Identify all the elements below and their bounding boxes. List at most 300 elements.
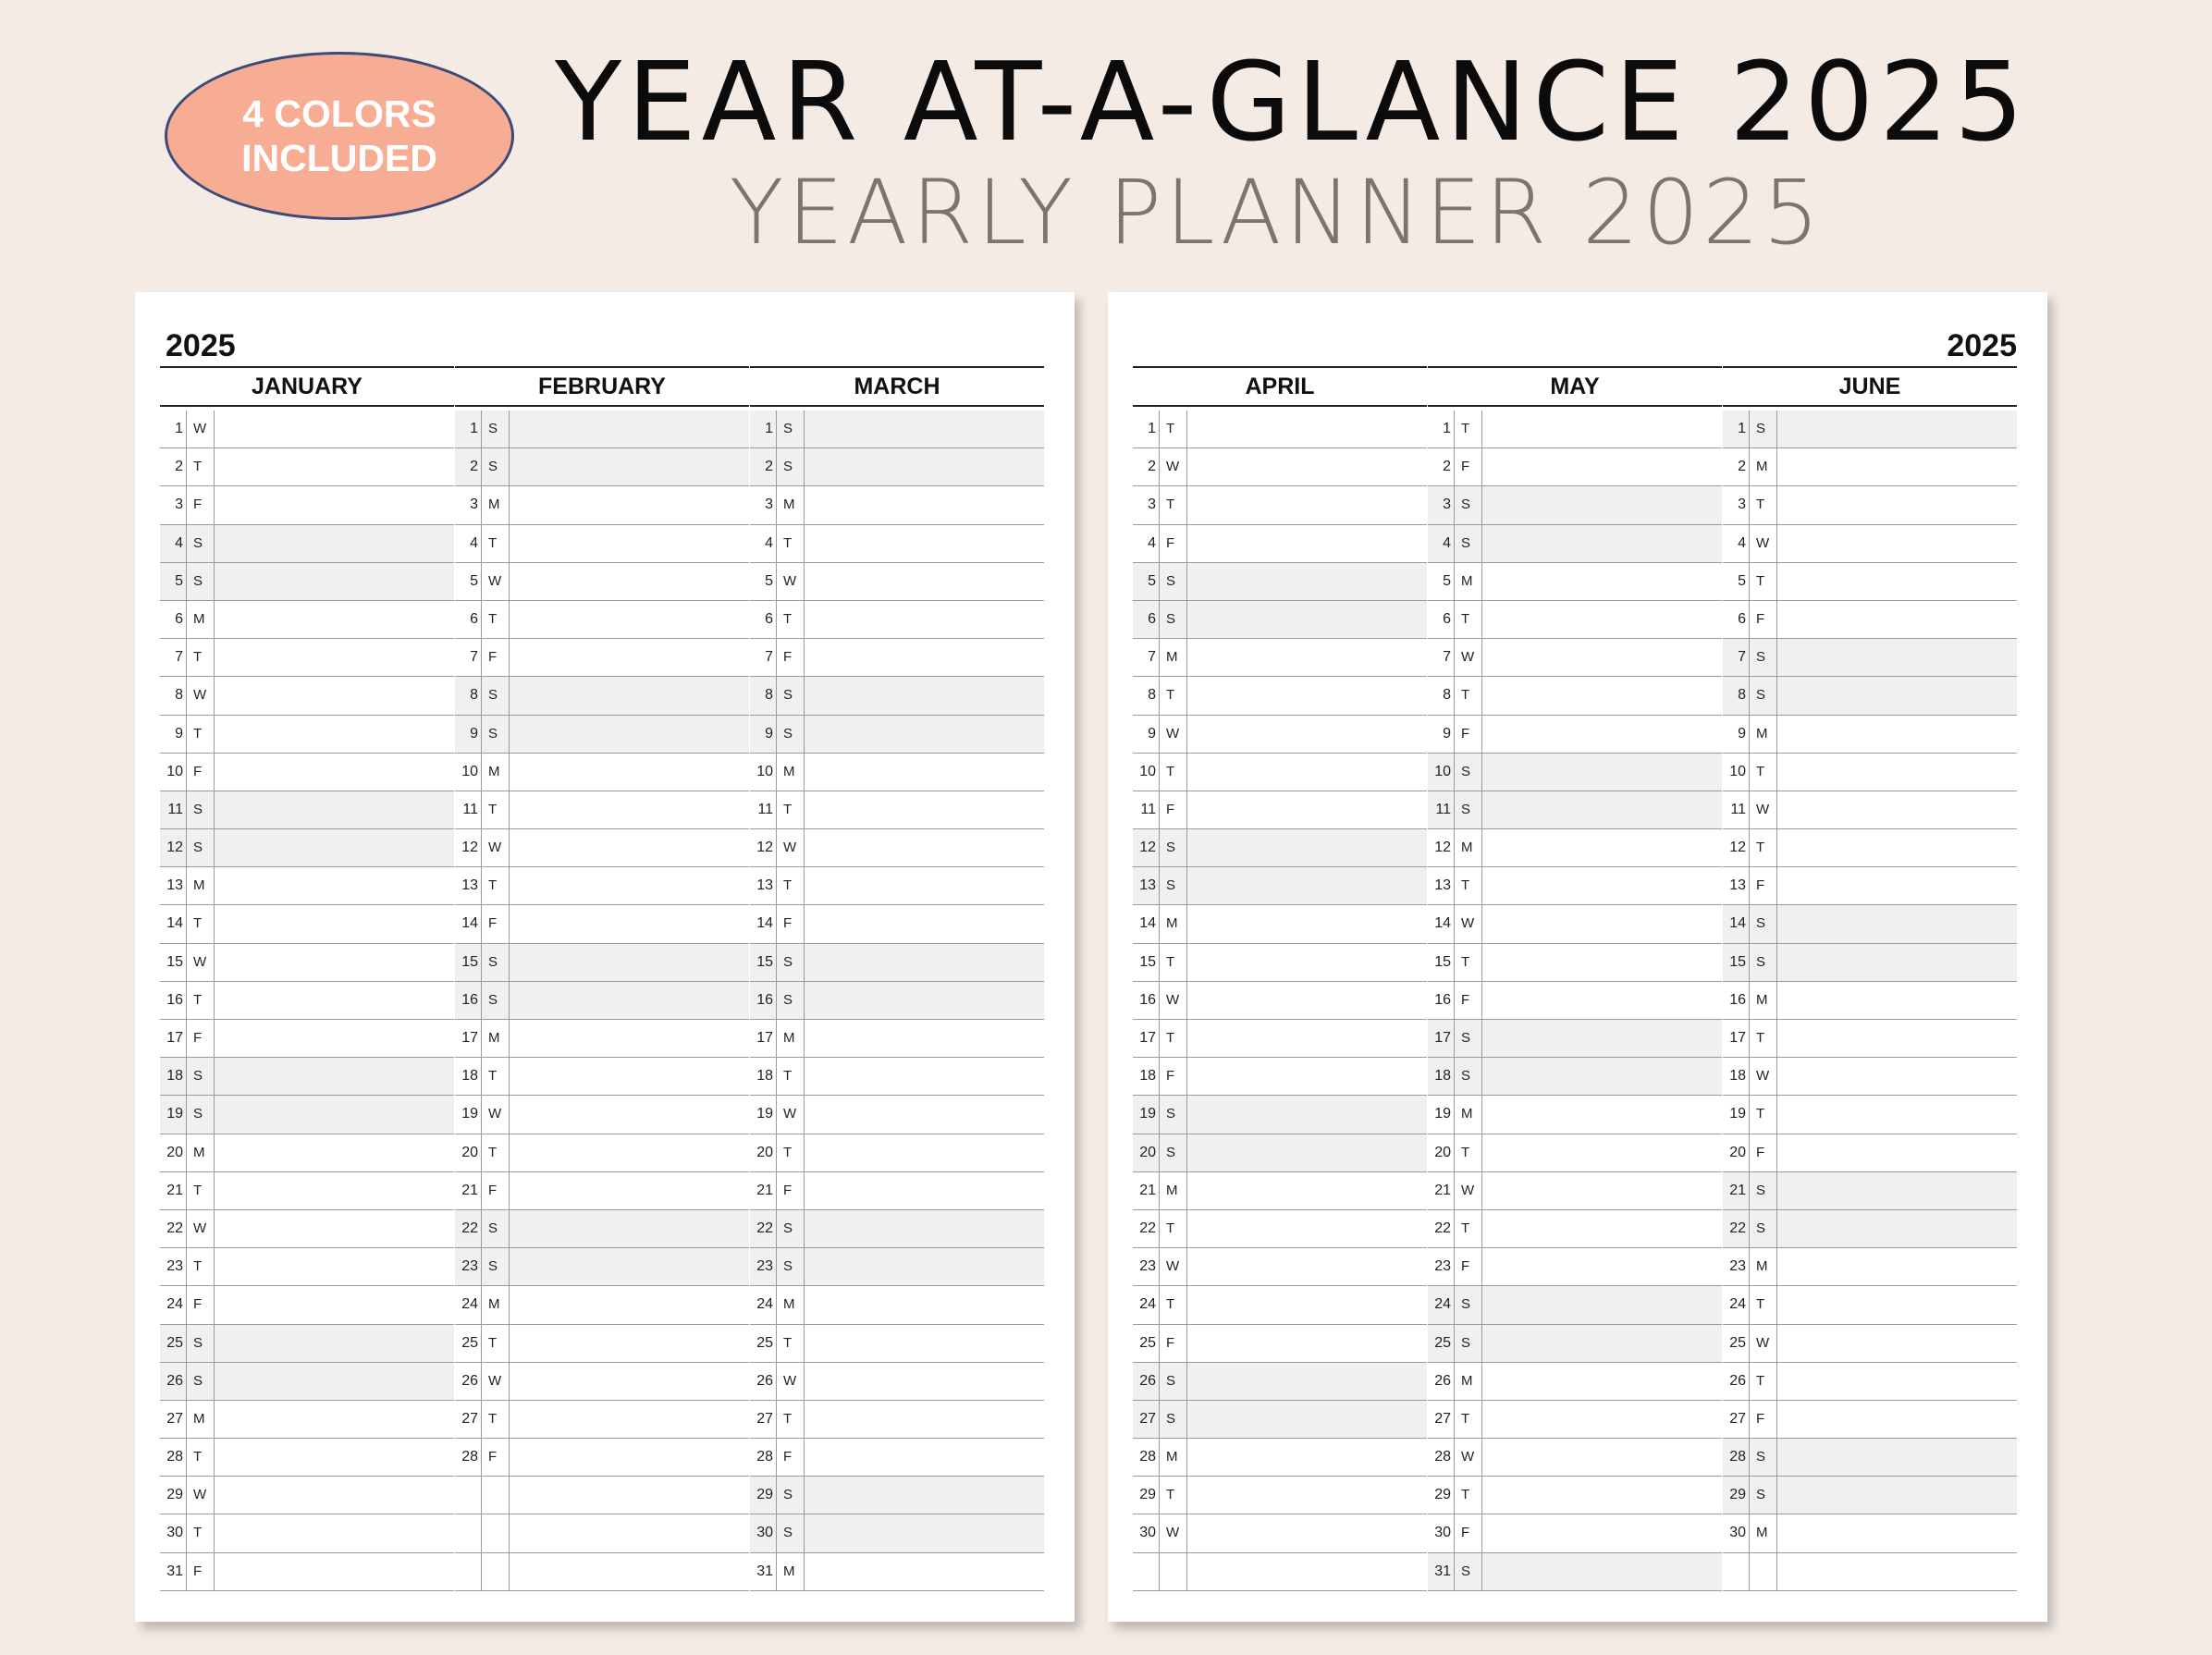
day-of-week: S <box>187 563 215 600</box>
day-of-week: M <box>187 867 215 904</box>
day-number: 17 <box>1133 1020 1160 1057</box>
day-number: 5 <box>750 563 777 600</box>
day-number: 18 <box>750 1058 777 1095</box>
day-note-space <box>1187 448 1427 485</box>
day-of-week: T <box>1455 1477 1482 1514</box>
day-note-space <box>1777 486 2017 523</box>
day-of-week: T <box>777 867 805 904</box>
day-number: 20 <box>1723 1134 1750 1171</box>
day-of-week: F <box>1750 1401 1777 1438</box>
day-of-week: T <box>777 525 805 562</box>
day-number: 4 <box>1428 525 1455 562</box>
day-of-week: F <box>187 754 215 791</box>
day-note-space <box>1482 905 1722 942</box>
day-note-space <box>805 1248 1044 1285</box>
day-number: 28 <box>1133 1439 1160 1476</box>
day-row <box>1723 525 2017 563</box>
day-note-space <box>1187 791 1427 828</box>
day-note-space <box>1482 677 1722 714</box>
day-number: 7 <box>1133 639 1160 676</box>
day-note-space <box>1187 1058 1427 1095</box>
day-note-space <box>1187 563 1427 600</box>
day-number: 13 <box>1723 867 1750 904</box>
day-note-space <box>510 601 749 638</box>
day-row <box>160 982 454 1020</box>
day-note-space <box>1777 1477 2017 1514</box>
day-of-week: F <box>777 905 805 942</box>
day-number: 10 <box>1133 754 1160 791</box>
day-number: 24 <box>1723 1286 1750 1323</box>
day-row <box>1428 905 1722 943</box>
day-note-space <box>1482 791 1722 828</box>
planner-page-left <box>135 292 1075 1622</box>
day-of-week: S <box>187 791 215 828</box>
day-of-week: M <box>1455 563 1482 600</box>
day-number: 20 <box>750 1134 777 1171</box>
day-row <box>750 601 1044 639</box>
day-of-week: S <box>777 677 805 714</box>
day-of-week: S <box>1750 411 1777 447</box>
day-of-week: M <box>777 486 805 523</box>
day-row <box>1428 411 1722 448</box>
day-note-space <box>510 1363 749 1400</box>
day-note-space <box>1187 1172 1427 1209</box>
day-number: 11 <box>750 791 777 828</box>
day-of-week: S <box>1455 754 1482 791</box>
day-of-week: W <box>482 829 510 866</box>
day-row <box>1723 754 2017 791</box>
day-row <box>1428 1363 1722 1401</box>
day-row <box>1723 677 2017 715</box>
day-number: 8 <box>1133 677 1160 714</box>
day-of-week <box>1160 1553 1187 1590</box>
day-note-space <box>1777 1210 2017 1247</box>
day-number: 31 <box>1428 1553 1455 1590</box>
day-note-space <box>1187 639 1427 676</box>
day-of-week: M <box>1160 639 1187 676</box>
day-note-space <box>215 1553 454 1590</box>
day-of-week: T <box>777 1058 805 1095</box>
day-note-space <box>1187 982 1427 1019</box>
day-note-space <box>215 754 454 791</box>
day-row <box>455 1477 749 1514</box>
day-of-week <box>482 1477 510 1514</box>
day-note-space <box>805 1020 1044 1057</box>
day-number: 20 <box>1133 1134 1160 1171</box>
day-number: 14 <box>160 905 187 942</box>
day-row <box>1428 829 1722 867</box>
day-number: 17 <box>1428 1020 1455 1057</box>
day-row <box>455 677 749 715</box>
day-note-space <box>1777 1514 2017 1551</box>
day-note-space <box>1482 411 1722 447</box>
day-number: 14 <box>455 905 482 942</box>
day-number: 24 <box>1428 1286 1455 1323</box>
day-number: 4 <box>750 525 777 562</box>
day-number: 11 <box>455 791 482 828</box>
day-number: 16 <box>1723 982 1750 1019</box>
day-of-week: T <box>1455 1401 1482 1438</box>
day-number: 8 <box>160 677 187 714</box>
day-row <box>1428 1172 1722 1210</box>
day-note-space <box>1777 677 2017 714</box>
day-note-space <box>1777 601 2017 638</box>
day-of-week: M <box>482 1020 510 1057</box>
day-row <box>750 1210 1044 1248</box>
day-row <box>750 1514 1044 1552</box>
day-of-week: M <box>1160 1439 1187 1476</box>
day-row <box>1723 867 2017 905</box>
day-of-week: M <box>1160 905 1187 942</box>
day-of-week: T <box>482 1058 510 1095</box>
day-row <box>750 525 1044 563</box>
day-list <box>750 411 1044 1591</box>
day-number: 29 <box>750 1477 777 1514</box>
day-note-space <box>215 601 454 638</box>
day-note-space <box>510 1477 749 1514</box>
day-row <box>1428 1477 1722 1514</box>
day-of-week: W <box>1160 1248 1187 1285</box>
day-number: 23 <box>1133 1248 1160 1285</box>
day-note-space <box>1777 905 2017 942</box>
day-note-space <box>1482 1553 1722 1590</box>
day-row <box>1428 601 1722 639</box>
day-number: 13 <box>750 867 777 904</box>
day-row <box>1428 1553 1722 1591</box>
day-row <box>1133 525 1427 563</box>
day-of-week: T <box>482 1134 510 1171</box>
day-of-week: S <box>187 1096 215 1133</box>
day-of-week: F <box>1455 982 1482 1019</box>
day-row <box>160 754 454 791</box>
day-note-space <box>215 448 454 485</box>
day-row <box>1723 1058 2017 1096</box>
day-row <box>455 1172 749 1210</box>
day-note-space <box>510 677 749 714</box>
day-of-week: S <box>1455 1553 1482 1590</box>
day-note-space <box>1187 867 1427 904</box>
day-note-space <box>215 905 454 942</box>
day-of-week: W <box>1455 1172 1482 1209</box>
day-note-space <box>215 867 454 904</box>
day-number: 12 <box>1133 829 1160 866</box>
day-of-week: T <box>187 905 215 942</box>
day-of-week: S <box>187 1325 215 1362</box>
month-header: JUNE <box>1723 366 2017 407</box>
day-of-week: F <box>1160 525 1187 562</box>
day-note-space <box>1482 1172 1722 1209</box>
day-row <box>1133 1248 1427 1286</box>
day-number: 19 <box>1428 1096 1455 1133</box>
day-number: 12 <box>1428 829 1455 866</box>
day-row <box>1133 677 1427 715</box>
day-of-week: T <box>1160 677 1187 714</box>
day-note-space <box>1187 525 1427 562</box>
day-note-space <box>510 1172 749 1209</box>
day-row <box>160 1172 454 1210</box>
page-year: 2025 <box>1947 328 2017 363</box>
day-note-space <box>1187 716 1427 753</box>
day-of-week: M <box>1750 448 1777 485</box>
day-row <box>455 1134 749 1172</box>
day-of-week: W <box>187 944 215 981</box>
day-number: 1 <box>1723 411 1750 447</box>
day-of-week: T <box>482 601 510 638</box>
day-row <box>1723 1553 2017 1591</box>
day-of-week: W <box>777 1096 805 1133</box>
day-of-week: W <box>482 563 510 600</box>
day-of-week: M <box>187 1401 215 1438</box>
day-of-week: M <box>777 754 805 791</box>
day-number: 27 <box>455 1401 482 1438</box>
day-row <box>160 1134 454 1172</box>
day-row <box>1723 1248 2017 1286</box>
day-number: 24 <box>455 1286 482 1323</box>
day-of-week: W <box>1455 905 1482 942</box>
day-row <box>1428 867 1722 905</box>
day-row <box>750 1096 1044 1134</box>
day-of-week: S <box>482 448 510 485</box>
day-note-space <box>1187 1514 1427 1551</box>
day-of-week: W <box>1750 791 1777 828</box>
day-row <box>1428 716 1722 754</box>
day-of-week: F <box>482 1439 510 1476</box>
day-of-week: T <box>1160 1210 1187 1247</box>
day-row <box>1723 1363 2017 1401</box>
day-row <box>1133 754 1427 791</box>
day-note-space <box>510 1553 749 1590</box>
day-of-week: F <box>187 1020 215 1057</box>
day-of-week: T <box>1750 486 1777 523</box>
day-row <box>160 1439 454 1477</box>
day-of-week: S <box>187 829 215 866</box>
day-row <box>455 1401 749 1439</box>
day-number: 25 <box>1723 1325 1750 1362</box>
day-of-week: T <box>1750 1363 1777 1400</box>
day-row <box>1133 1363 1427 1401</box>
day-number: 24 <box>750 1286 777 1323</box>
day-row <box>160 716 454 754</box>
day-row <box>1133 1134 1427 1172</box>
day-row <box>750 1363 1044 1401</box>
day-note-space <box>1777 1058 2017 1095</box>
day-of-week: T <box>1160 1477 1187 1514</box>
day-number: 20 <box>455 1134 482 1171</box>
day-row <box>1723 1020 2017 1058</box>
day-number: 3 <box>750 486 777 523</box>
day-note-space <box>215 944 454 981</box>
day-row <box>455 1096 749 1134</box>
day-note-space <box>1777 716 2017 753</box>
day-row <box>160 1553 454 1591</box>
day-row <box>1723 486 2017 524</box>
day-of-week: T <box>187 982 215 1019</box>
day-number: 15 <box>750 944 777 981</box>
day-number: 8 <box>1723 677 1750 714</box>
day-row <box>1723 1325 2017 1363</box>
day-note-space <box>1482 1514 1722 1551</box>
day-row <box>750 1439 1044 1477</box>
day-number: 17 <box>750 1020 777 1057</box>
day-of-week: T <box>1750 563 1777 600</box>
day-number: 19 <box>455 1096 482 1133</box>
day-of-week: T <box>777 791 805 828</box>
day-list <box>160 411 454 1591</box>
day-note-space <box>510 1134 749 1171</box>
day-of-week: F <box>777 1172 805 1209</box>
day-number: 6 <box>1133 601 1160 638</box>
day-of-week: S <box>777 1514 805 1551</box>
day-of-week: W <box>1455 1439 1482 1476</box>
day-note-space <box>1482 448 1722 485</box>
day-row <box>1428 1020 1722 1058</box>
day-note-space <box>1482 1477 1722 1514</box>
day-row <box>1428 1058 1722 1096</box>
day-row <box>1723 1134 2017 1172</box>
day-note-space <box>805 1514 1044 1551</box>
day-of-week: T <box>187 448 215 485</box>
day-number: 10 <box>455 754 482 791</box>
day-row <box>750 1325 1044 1363</box>
day-of-week: S <box>482 716 510 753</box>
day-note-space <box>510 411 749 447</box>
day-of-week: S <box>1750 944 1777 981</box>
day-row <box>750 1172 1044 1210</box>
day-number: 28 <box>1428 1439 1455 1476</box>
day-of-week: T <box>1160 754 1187 791</box>
day-of-week: S <box>482 1210 510 1247</box>
day-number: 21 <box>1723 1172 1750 1209</box>
day-note-space <box>1482 1363 1722 1400</box>
day-row <box>1133 1058 1427 1096</box>
day-of-week: S <box>482 411 510 447</box>
day-row <box>1133 563 1427 601</box>
day-note-space <box>1777 448 2017 485</box>
day-row <box>455 791 749 829</box>
day-of-week <box>482 1553 510 1590</box>
day-number: 18 <box>1428 1058 1455 1095</box>
day-row <box>455 754 749 791</box>
day-of-week: S <box>1750 1439 1777 1476</box>
day-note-space <box>215 486 454 523</box>
day-of-week: T <box>187 1172 215 1209</box>
day-note-space <box>1187 1363 1427 1400</box>
day-note-space <box>1187 1401 1427 1438</box>
day-number: 16 <box>750 982 777 1019</box>
day-note-space <box>805 905 1044 942</box>
day-number: 10 <box>1723 754 1750 791</box>
day-number: 13 <box>1428 867 1455 904</box>
day-of-week: T <box>1455 677 1482 714</box>
day-number: 27 <box>1133 1401 1160 1438</box>
day-number: 23 <box>1723 1248 1750 1285</box>
day-row <box>750 639 1044 677</box>
day-row <box>750 905 1044 943</box>
day-of-week <box>482 1514 510 1551</box>
day-note-space <box>1187 1096 1427 1133</box>
day-note-space <box>215 1210 454 1247</box>
day-row <box>1723 1401 2017 1439</box>
day-number: 22 <box>1723 1210 1750 1247</box>
day-of-week: T <box>482 867 510 904</box>
day-of-week: F <box>482 639 510 676</box>
day-number: 1 <box>1428 411 1455 447</box>
day-row <box>455 1286 749 1324</box>
day-row <box>1723 1210 2017 1248</box>
day-number: 1 <box>1133 411 1160 447</box>
day-row <box>455 905 749 943</box>
day-of-week: W <box>1455 639 1482 676</box>
day-note-space <box>510 525 749 562</box>
day-number: 11 <box>160 791 187 828</box>
day-number: 7 <box>455 639 482 676</box>
day-note-space <box>510 1514 749 1551</box>
day-note-space <box>1777 1439 2017 1476</box>
day-row <box>1428 1096 1722 1134</box>
day-note-space <box>510 1325 749 1362</box>
day-row <box>455 1514 749 1552</box>
day-note-space <box>510 905 749 942</box>
day-of-week: S <box>777 716 805 753</box>
day-of-week: T <box>1160 944 1187 981</box>
day-number: 25 <box>1428 1325 1455 1362</box>
day-row <box>455 639 749 677</box>
day-number: 30 <box>1723 1514 1750 1551</box>
day-note-space <box>215 791 454 828</box>
day-row <box>750 411 1044 448</box>
day-note-space <box>510 639 749 676</box>
day-of-week: F <box>1160 1058 1187 1095</box>
day-note-space <box>1777 1172 2017 1209</box>
day-of-week: M <box>1455 829 1482 866</box>
day-note-space <box>805 1096 1044 1133</box>
day-row <box>750 448 1044 486</box>
day-note-space <box>1187 486 1427 523</box>
day-row <box>455 448 749 486</box>
day-row <box>750 1286 1044 1324</box>
day-note-space <box>1482 754 1722 791</box>
day-of-week: T <box>187 1514 215 1551</box>
day-number: 16 <box>160 982 187 1019</box>
day-number: 9 <box>1133 716 1160 753</box>
day-of-week: S <box>1160 601 1187 638</box>
day-number: 27 <box>1428 1401 1455 1438</box>
day-of-week: F <box>1160 791 1187 828</box>
day-row <box>455 716 749 754</box>
day-note-space <box>215 639 454 676</box>
day-number: 3 <box>1723 486 1750 523</box>
day-of-week: M <box>1455 1096 1482 1133</box>
day-note-space <box>805 448 1044 485</box>
day-note-space <box>1482 867 1722 904</box>
day-row <box>1428 677 1722 715</box>
day-number: 8 <box>750 677 777 714</box>
day-note-space <box>215 1020 454 1057</box>
day-number: 6 <box>750 601 777 638</box>
day-row <box>160 1210 454 1248</box>
day-row <box>160 639 454 677</box>
day-row <box>1428 982 1722 1020</box>
day-row <box>1428 639 1722 677</box>
day-of-week: S <box>1160 1096 1187 1133</box>
day-number: 4 <box>160 525 187 562</box>
day-note-space <box>215 1439 454 1476</box>
day-note-space <box>805 716 1044 753</box>
day-note-space <box>805 791 1044 828</box>
day-note-space <box>215 1477 454 1514</box>
day-number: 28 <box>160 1439 187 1476</box>
day-note-space <box>1482 1134 1722 1171</box>
